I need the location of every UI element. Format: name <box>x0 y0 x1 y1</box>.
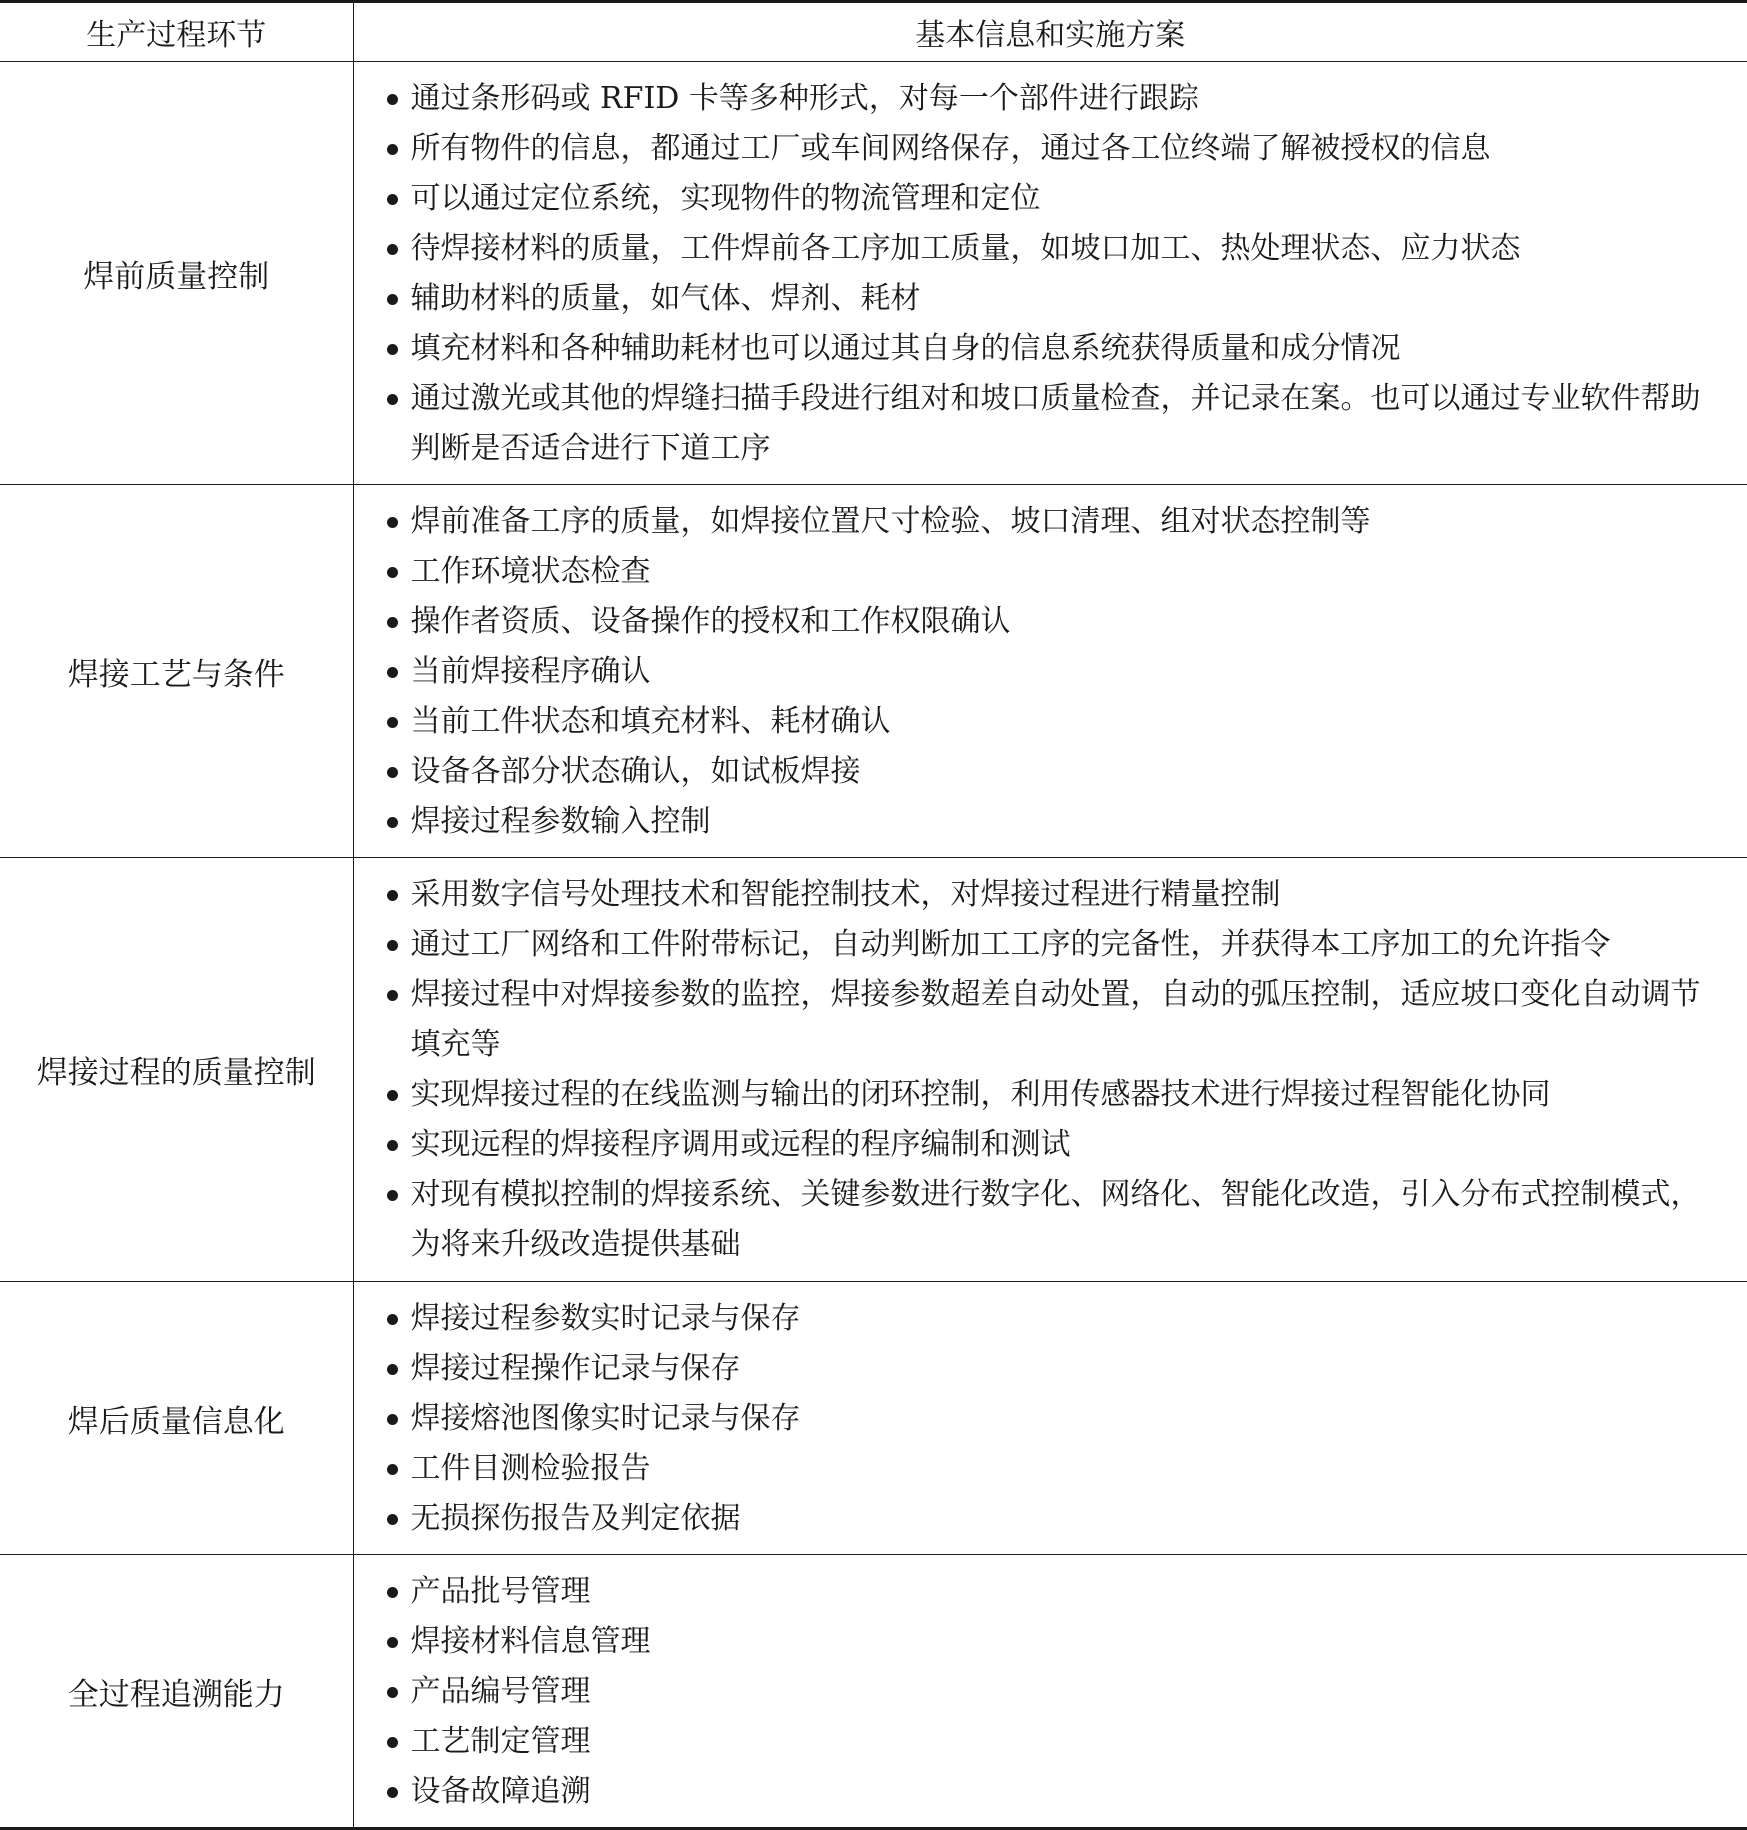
list-item-text: 采用数字信号处理技术和智能控制技术，对焊接过程进行精量控制 <box>411 877 1281 912</box>
stage-cell: 焊后质量信息化 <box>0 1282 353 1555</box>
list-item-text: 通过条形码或 RFID 卡等多种形式，对每一个部件进行跟踪 <box>411 81 1199 116</box>
list-item-text: 焊接材料信息管理 <box>411 1624 651 1659</box>
list-item <box>354 870 1747 920</box>
list-item-text: 产品批号管理 <box>411 1574 591 1609</box>
bullet-icon <box>387 517 398 528</box>
bullet-icon <box>387 1190 398 1201</box>
list-item-text: 工艺制定管理 <box>411 1724 591 1759</box>
list-item <box>354 1344 1747 1394</box>
list-item-text: 工件目测检验报告 <box>411 1451 651 1486</box>
table-row <box>0 485 1747 858</box>
bullet-icon <box>387 1364 398 1375</box>
list-item <box>354 224 1747 274</box>
bullet-icon <box>387 767 398 778</box>
bullet-icon <box>387 1140 398 1151</box>
bullet-icon <box>387 244 398 255</box>
list-item <box>354 920 1747 970</box>
bullet-icon <box>387 1787 398 1798</box>
bullet-icon <box>387 394 398 405</box>
list-item-text: 待焊接材料的质量，工件焊前各工序加工质量，如坡口加工、热处理状态、应力状态 <box>411 231 1521 266</box>
list-item <box>354 747 1747 797</box>
list-item-text: 实现远程的焊接程序调用或远程的程序编制和测试 <box>411 1127 1071 1162</box>
list-item-text: 对现有模拟控制的焊接系统、关键参数进行数字化、网络化、智能化改造，引入分布式控制模式，为将来升级改造提供基础 <box>411 1177 1701 1262</box>
list-item <box>354 1767 1747 1817</box>
bullet-icon <box>387 1514 398 1525</box>
table-row <box>0 1282 1747 1555</box>
bullet-icon <box>387 667 398 678</box>
bullet-icon <box>387 1687 398 1698</box>
bullet-icon <box>387 940 398 951</box>
list-item-text: 设备各部分状态确认，如试板焊接 <box>411 754 861 789</box>
list-item-text: 填充材料和各种辅助耗材也可以通过其自身的信息系统获得质量和成分情况 <box>411 331 1401 366</box>
bullet-icon <box>387 717 398 728</box>
list-item-text: 焊前准备工序的质量，如焊接位置尺寸检验、坡口清理、组对状态控制等 <box>411 504 1371 539</box>
table-header-row <box>0 2 1747 62</box>
list-item <box>354 174 1747 224</box>
list-item <box>354 374 1747 474</box>
list-item-text: 实现焊接过程的在线监测与输出的闭环控制，利用传感器技术进行焊接过程智能化协同 <box>411 1077 1551 1112</box>
detail-cell <box>353 485 1747 858</box>
list-item-text: 无损探伤报告及判定依据 <box>411 1501 741 1536</box>
list-item <box>354 1294 1747 1344</box>
stage-cell: 焊前质量控制 <box>0 62 353 485</box>
list-item-text: 辅助材料的质量，如气体、焊剂、耗材 <box>411 281 921 316</box>
list-item <box>354 274 1747 324</box>
stage-cell: 全过程追溯能力 <box>0 1555 353 1829</box>
list-item <box>354 74 1747 124</box>
bullet-icon <box>387 567 398 578</box>
bullet-icon <box>387 294 398 305</box>
detail-cell <box>353 1282 1747 1555</box>
bullet-list <box>354 497 1747 847</box>
bullet-list <box>354 1567 1747 1817</box>
list-item <box>354 1394 1747 1444</box>
bullet-icon <box>387 1637 398 1648</box>
list-item-text: 焊接熔池图像实时记录与保存 <box>411 1401 801 1436</box>
bullet-list <box>354 870 1747 1270</box>
list-item-text: 当前焊接程序确认 <box>411 654 651 689</box>
bullet-icon <box>387 990 398 1001</box>
bullet-icon <box>387 94 398 105</box>
list-item-text: 焊接过程参数输入控制 <box>411 804 711 839</box>
bullet-icon <box>387 817 398 828</box>
list-item <box>354 324 1747 374</box>
list-item-text: 焊接过程中对焊接参数的监控，焊接参数超差自动处置，自动的弧压控制，适应坡口变化自动调节填充等 <box>411 977 1701 1062</box>
list-item <box>354 1617 1747 1667</box>
detail-cell <box>353 858 1747 1282</box>
bullet-icon <box>387 1414 398 1425</box>
list-item <box>354 1120 1747 1170</box>
list-item <box>354 1667 1747 1717</box>
list-item <box>354 970 1747 1070</box>
bullet-icon <box>387 890 398 901</box>
stage-cell: 焊接工艺与条件 <box>0 485 353 858</box>
list-item-text: 工作环境状态检查 <box>411 554 651 589</box>
list-item <box>354 1170 1747 1270</box>
bullet-icon <box>387 1314 398 1325</box>
bullet-list <box>354 74 1747 474</box>
list-item-text: 当前工件状态和填充材料、耗材确认 <box>411 704 891 739</box>
list-item <box>354 497 1747 547</box>
list-item <box>354 597 1747 647</box>
list-item-text: 焊接过程参数实时记录与保存 <box>411 1301 801 1336</box>
list-item <box>354 1444 1747 1494</box>
list-item-text: 产品编号管理 <box>411 1674 591 1709</box>
list-item <box>354 1494 1747 1544</box>
bullet-list <box>354 1294 1747 1544</box>
list-item-text: 所有物件的信息，都通过工厂或车间网络保存，通过各工位终端了解被授权的信息 <box>411 131 1491 166</box>
list-item <box>354 547 1747 597</box>
detail-cell <box>353 1555 1747 1829</box>
list-item <box>354 797 1747 847</box>
bullet-icon <box>387 617 398 628</box>
column-header-stage: 生产过程环节 <box>0 2 353 62</box>
list-item-text: 可以通过定位系统，实现物件的物流管理和定位 <box>411 181 1041 216</box>
table-row <box>0 62 1747 485</box>
list-item-text: 设备故障追溯 <box>411 1774 591 1809</box>
list-item-text: 通过激光或其他的焊缝扫描手段进行组对和坡口质量检查，并记录在案。也可以通过专业软件帮助判断是否适合进行下道工序 <box>411 381 1701 466</box>
detail-cell <box>353 62 1747 485</box>
bullet-icon <box>387 1464 398 1475</box>
table-row <box>0 1555 1747 1829</box>
list-item <box>354 1717 1747 1767</box>
bullet-icon <box>387 1090 398 1101</box>
bullet-icon <box>387 344 398 355</box>
table-row <box>0 858 1747 1282</box>
bullet-icon <box>387 1587 398 1598</box>
list-item <box>354 697 1747 747</box>
list-item-text: 操作者资质、设备操作的授权和工作权限确认 <box>411 604 1011 639</box>
list-item-text: 焊接过程操作记录与保存 <box>411 1351 741 1386</box>
list-item-text: 通过工厂网络和工件附带标记，自动判断加工工序的完备性，并获得本工序加工的允许指令 <box>411 927 1611 962</box>
list-item <box>354 1567 1747 1617</box>
bullet-icon <box>387 194 398 205</box>
bullet-icon <box>387 1737 398 1748</box>
stage-cell: 焊接过程的质量控制 <box>0 858 353 1282</box>
list-item <box>354 124 1747 174</box>
list-item <box>354 647 1747 697</box>
column-header-detail: 基本信息和实施方案 <box>353 2 1747 62</box>
bullet-icon <box>387 144 398 155</box>
list-item <box>354 1070 1747 1120</box>
